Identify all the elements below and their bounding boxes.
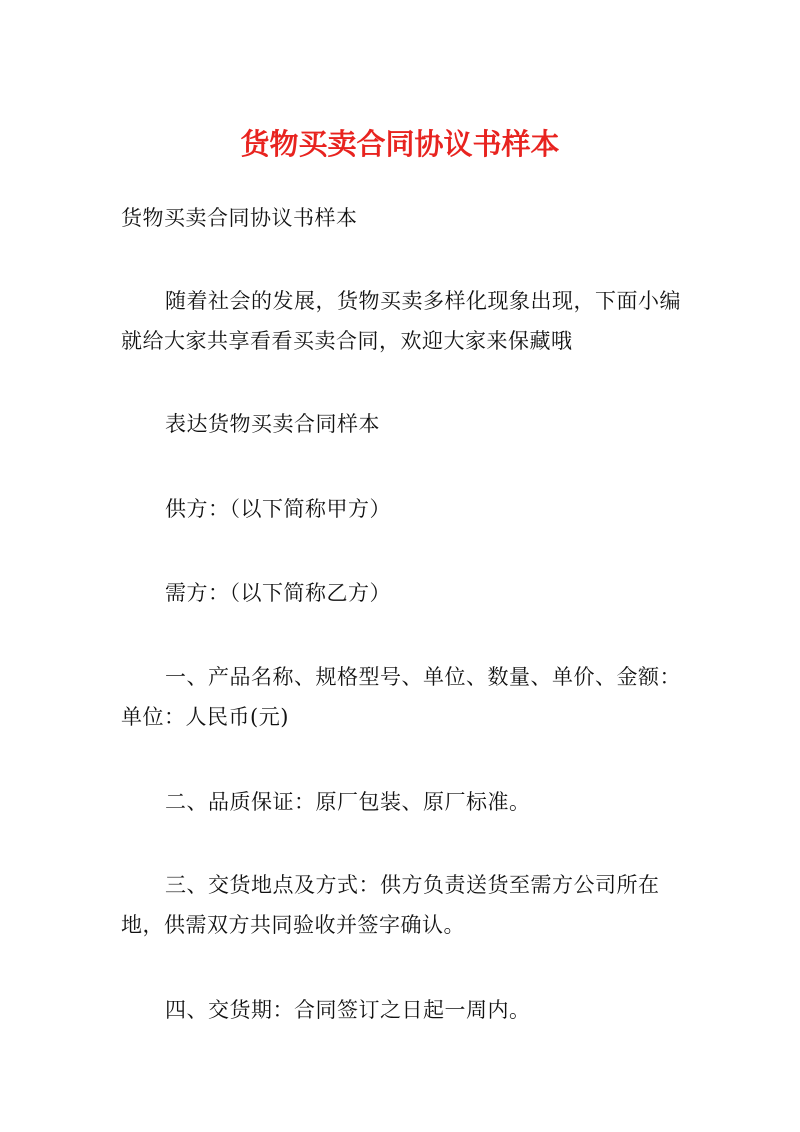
clause-quality: 二、品质保证：原厂包装、原厂标准。 <box>165 790 531 814</box>
intro-paragraph: 随着社会的发展，货物买卖多样化现象出现，下面小编就给大家共享看看买卖合同，欢迎大家来保藏哦 <box>121 289 681 353</box>
sample-heading: 表达货物买卖合同样本 <box>165 412 380 436</box>
buyer-line: 需方：（以下简称乙方） <box>165 581 391 605</box>
clause-product: 一、产品名称、规格型号、单位、数量、单价、金额：单位：人民币(元) <box>121 665 681 729</box>
supplier-line: 供方：（以下简称甲方） <box>165 497 391 521</box>
page-title: 货物买卖合同协议书样本 <box>240 127 560 161</box>
clause-delivery-period: 四、交货期：合同签订之日起一周内。 <box>165 998 531 1022</box>
clause-delivery-location: 三、交货地点及方式：供方负责送货至需方公司所在地，供需双方共同验收并签字确认。 <box>121 873 660 937</box>
doc-subtitle: 货物买卖合同协议书样本 <box>121 206 358 230</box>
